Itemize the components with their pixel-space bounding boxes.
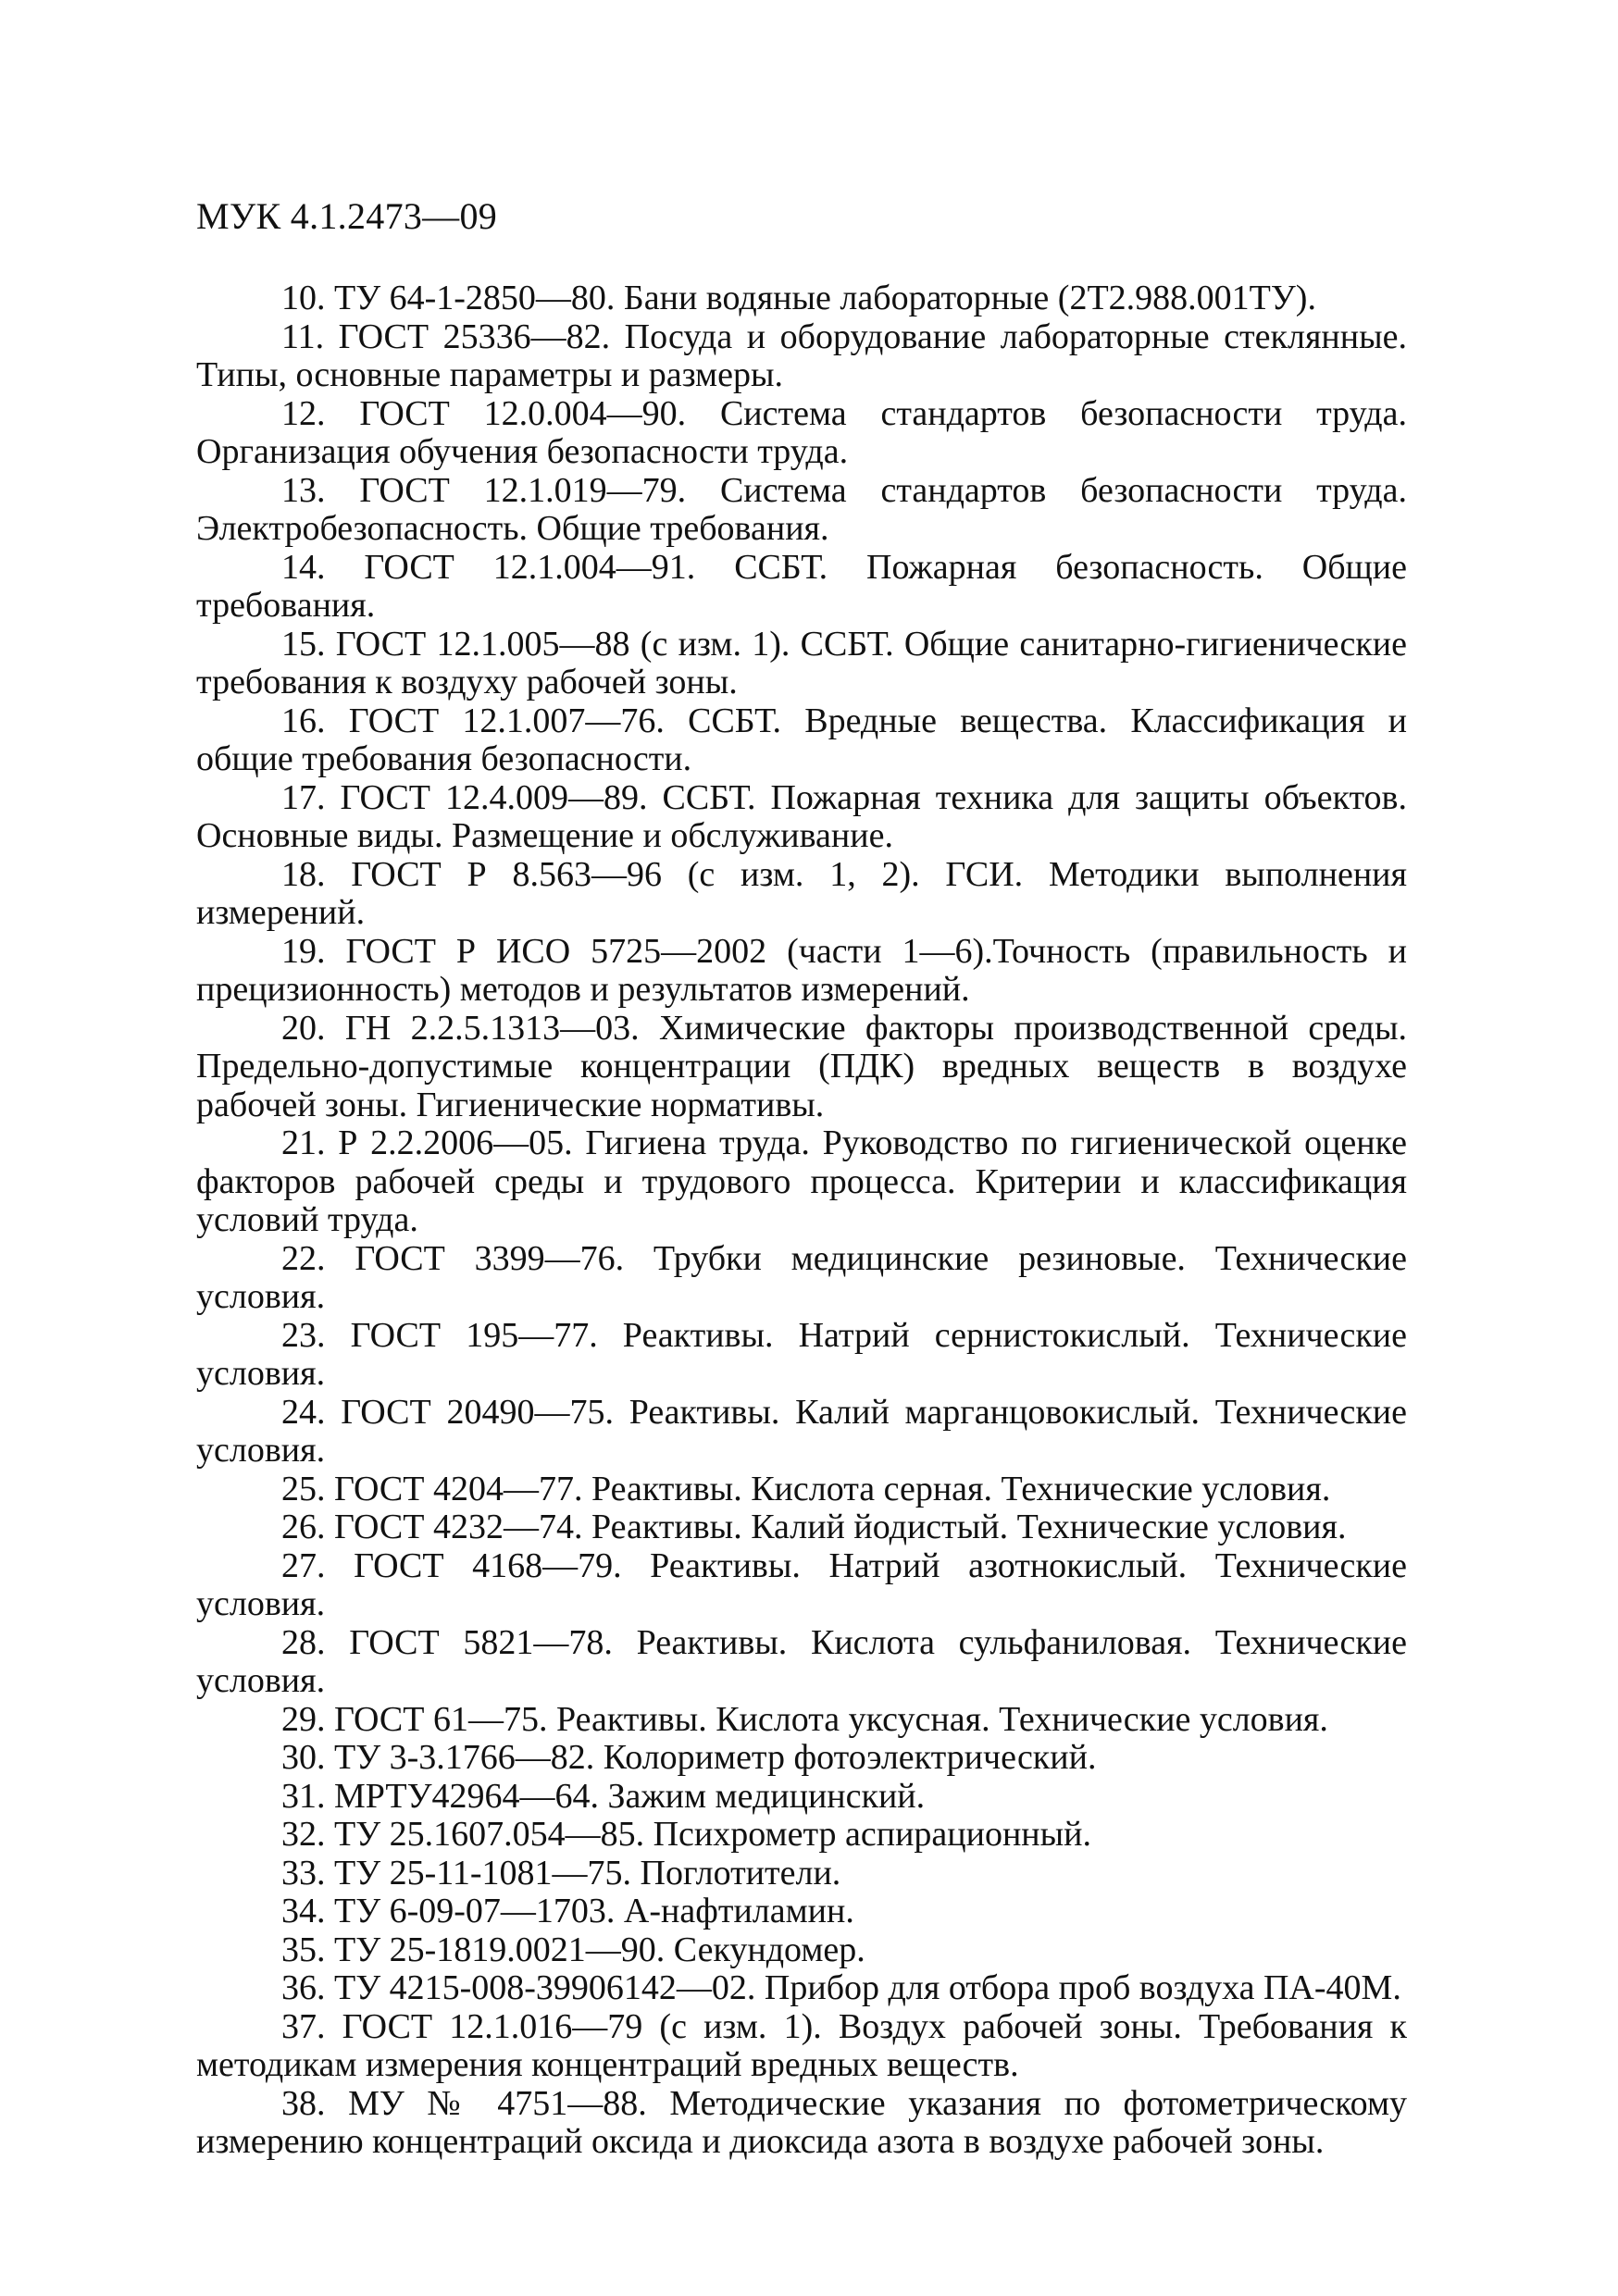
- reference-item: 31. МРТУ42964—64. Зажим медицинский.: [281, 1776, 926, 1816]
- reference-item: 10. ТУ 64-1-2850—80. Бани водяные лабораторные (2Т2.988.001ТУ).: [281, 279, 1316, 317]
- reference-item: 17. ГОСТ 12.4.009—89. ССБТ. Пожарная техника для защиты объектов. Основные виды. Размещение и обслуживание.: [196, 777, 1407, 855]
- reference-item: 26. ГОСТ 4232—74. Реактивы. Калий йодистый. Технические условия.: [281, 1508, 1347, 1546]
- reference-item: 24. ГОСТ 20490—75. Реактивы. Калий марганцовокислый. Технические условия.: [196, 1392, 1407, 1470]
- reference-item: 14. ГОСТ 12.1.004—91. ССБТ. Пожарная безопасность. Общие требования.: [196, 547, 1407, 625]
- reference-item: 36. ТУ 4215-008-39906142—02. Прибор для отбора проб воздуха ПА-40М.: [281, 1968, 1401, 2007]
- reference-item: 32. ТУ 25.1607.054—85. Психрометр аспирационный.: [281, 1815, 1092, 1854]
- reference-item: 25. ГОСТ 4204—77. Реактивы. Кислота серная. Технические условия.: [281, 1469, 1331, 1508]
- reference-item: 20. ГН 2.2.5.1313—03. Химические факторы производственной среды. Предельно-допустимые концентрации (ПДК) вредных веществ в воздухе рабочей зоны. Гигиенические нормативы.: [196, 1008, 1407, 1124]
- reference-item: 27. ГОСТ 4168—79. Реактивы. Натрий азотнокислый. Технические условия.: [196, 1545, 1407, 1623]
- reference-item: 21. Р 2.2.2006—05. Гигиена труда. Руководство по гигиенической оценке факторов рабочей среды и трудового процесса. Критерии и классификация условий труда.: [196, 1123, 1407, 1239]
- reference-item: 38. МУ № 4751—88. Методические указания по фотометрическому измерению концентраций оксида и диоксида азота в воздухе рабочей зоны.: [196, 2083, 1407, 2161]
- reference-item: 33. ТУ 25-11-1081—75. Поглотители.: [281, 1853, 841, 1893]
- reference-item: 13. ГОСТ 12.1.019—79. Система стандартов безопасности труда. Электробезопасность. Общие требования.: [196, 470, 1407, 548]
- reference-item: 23. ГОСТ 195—77. Реактивы. Натрий сернистокислый. Технические условия.: [196, 1315, 1407, 1393]
- reference-list: [196, 279, 1407, 2162]
- document-code-header: МУК 4.1.2473—09: [196, 195, 498, 237]
- reference-item: 35. ТУ 25-1819.0021—90. Секундомер.: [281, 1930, 865, 1969]
- reference-item: 37. ГОСТ 12.1.016—79 (с изм. 1). Воздух рабочей зоны. Требования к методикам измерения концентраций вредных веществ.: [196, 2006, 1407, 2084]
- reference-item: 11. ГОСТ 25336—82. Посуда и оборудование лабораторные стеклянные. Типы, основные параметры и размеры.: [196, 316, 1407, 394]
- reference-item: 16. ГОСТ 12.1.007—76. ССБТ. Вредные вещества. Классификация и общие требования безопасности.: [196, 701, 1407, 778]
- reference-item: 34. ТУ 6-09-07—1703. А-нафтиламин.: [281, 1892, 854, 1930]
- reference-item: 22. ГОСТ 3399—76. Трубки медицинские резиновые. Технические условия.: [196, 1238, 1407, 1316]
- reference-item: 15. ГОСТ 12.1.005—88 (с изм. 1). ССБТ. Общие санитарно-гигиенические требования к воздуху рабочей зоны.: [196, 624, 1407, 701]
- reference-item: 30. ТУ 3-3.1766—82. Колориметр фотоэлектрический.: [281, 1738, 1097, 1777]
- reference-item: 18. ГОСТ Р 8.563—96 (с изм. 1, 2). ГСИ. Методики выполнения измерений.: [196, 854, 1407, 932]
- reference-item: 12. ГОСТ 12.0.004—90. Система стандартов безопасности труда. Организация обучения безопасности труда.: [196, 393, 1407, 471]
- reference-item: 28. ГОСТ 5821—78. Реактивы. Кислота сульфаниловая. Технические условия.: [196, 1622, 1407, 1700]
- reference-item: 19. ГОСТ Р ИСО 5725—2002 (части 1—6).Точность (правильность и прецизионность) методов и результатов измерений.: [196, 931, 1407, 1009]
- reference-item: 29. ГОСТ 61—75. Реактивы. Кислота уксусная. Технические условия.: [281, 1699, 1328, 1739]
